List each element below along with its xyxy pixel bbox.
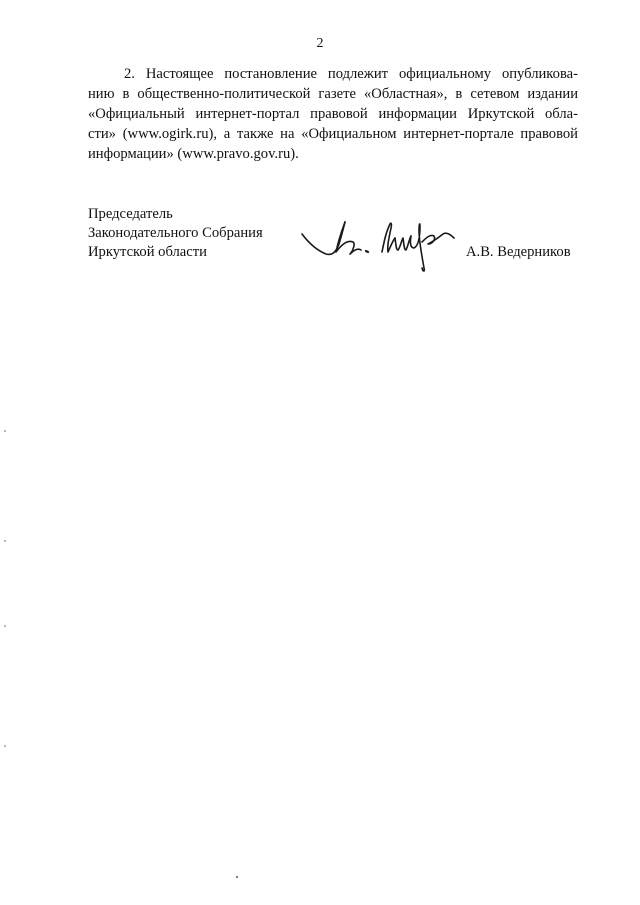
signatory-title bbox=[88, 205, 263, 262]
scan-edge-mark bbox=[4, 430, 6, 432]
scan-edge-mark bbox=[4, 745, 6, 747]
signatory-title-line: Иркутской области bbox=[88, 244, 207, 260]
signatory-title-line: Председатель bbox=[88, 206, 173, 222]
page-number: 2 bbox=[316, 36, 324, 51]
paragraph-line: нию в общественно-политической газете «Областная», в сетевом издании bbox=[88, 86, 578, 102]
paragraph-line: сти» (www.ogirk.ru), а также на «Официальном интернет-портале правовой bbox=[88, 126, 578, 142]
signatory-name: А.В. Ведерников bbox=[466, 244, 571, 260]
paragraph-line: информации» (www.pravo.gov.ru). bbox=[88, 146, 299, 162]
signatory-title-line: Законодательного Собрания bbox=[88, 225, 263, 241]
scan-edge-mark bbox=[4, 540, 6, 542]
scan-speck bbox=[236, 876, 238, 878]
scan-edge-mark bbox=[4, 625, 6, 627]
handwritten-signature bbox=[298, 212, 458, 274]
publication-paragraph bbox=[88, 64, 578, 164]
paragraph-line: «Официальный интернет-портал правовой информации Иркутской обла- bbox=[88, 106, 578, 122]
paragraph-line: 2. Настоящее постановление подлежит официальному опубликова- bbox=[124, 66, 578, 82]
